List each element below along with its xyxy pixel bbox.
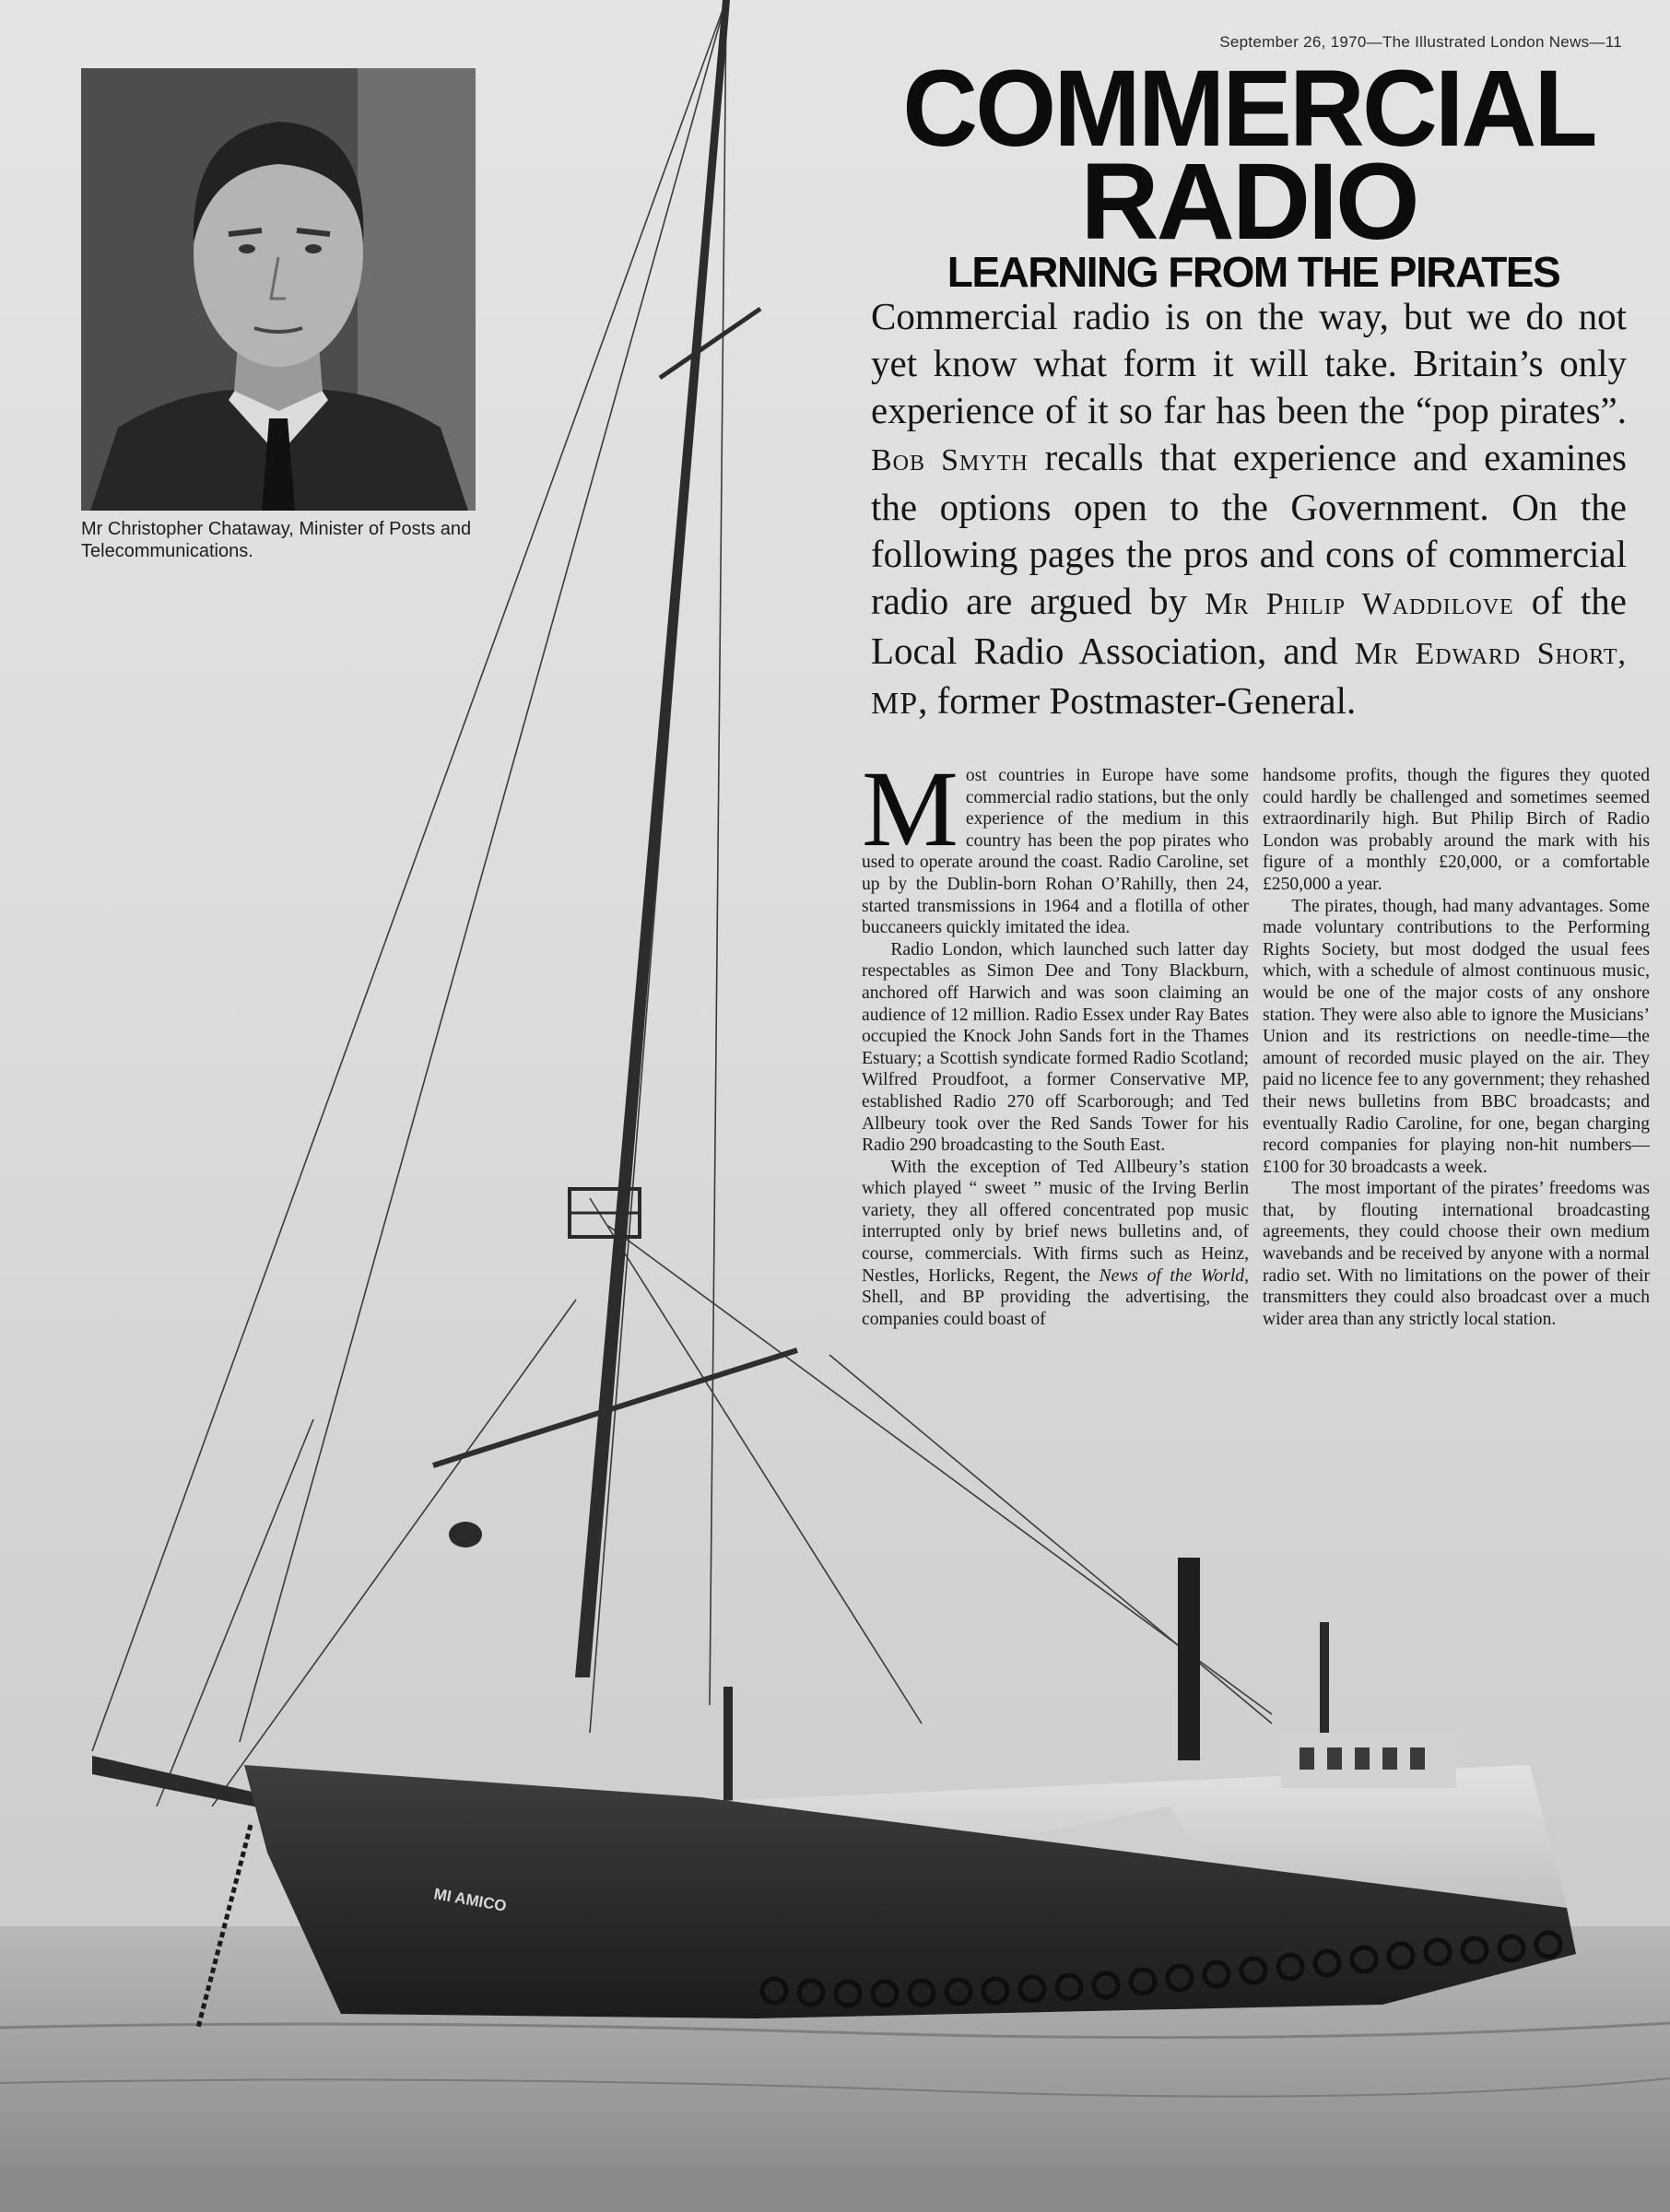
article-column-1 [862, 748, 1249, 1330]
bow-name-label: MI AMICO [432, 1885, 509, 1915]
article-paragraph: The most important of the pirates’ freedoms was that, by flouting international broadcasting agreements, they could choose their own medium wavebands and be received by anyone with a normal radio set. With no limitations on the power of their transmitters they could also broadcast over a much wider area than any strictly local station. [1263, 1179, 1650, 1329]
article-paragraph [862, 748, 1249, 939]
paragraph-1-text: ost countries in Europe have some commercial radio stations, but the only experience of the medium in this country has been the pop pirates who used to operate around the coast. Radio Caroline, set up by the Dublin-born Rohan O’Rahilly, then 24, started transmissions in 1964 and a flotilla of other buccaneers quickly imitated the idea. [862, 766, 1249, 938]
article-column-2 [1263, 765, 1650, 1330]
portrait-photo-icon [81, 68, 476, 511]
article-paragraph: Radio London, which launched such latter day respectables as Simon Dee and Tony Blackburn, anchored off Harwich and was soon claiming an audience of 12 million. Radio Essex under Ray Bates occupied the Knock John Sands fort in the Thames Estuary; a Scottish syndicate formed Radio Scotland; Wilfred Proudfoot, a former Conservative MP, established Radio 270 off Scarborough; and Ted Allbeury took over the Red Sands Tower for his Radio 290 broadcasting to the South East. [862, 939, 1249, 1156]
standfirst-name-2: Mr Edward Short, MP [871, 637, 1627, 721]
drop-cap: M [862, 748, 958, 869]
standfirst-part-3: of the Local Radio Association, and [871, 580, 1627, 672]
standfirst-part-1: Commercial radio is on the way, but we do not yet know what form it will take. Britain’s only experience of it so far has been the “pop pirates”. [871, 295, 1627, 431]
subhead: LEARNING FROM THE PIRATES [947, 248, 1560, 296]
article-paragraph: handsome profits, though the figures they quoted could hardly be challenged and sometimes seemed extraordinarily high. But Philip Birch of Radio London was probably around the mark with his figure of a monthly £20,000, or a comfortable £250,000 a year. [1263, 766, 1650, 894]
standfirst-part-4: , former Postmaster-General. [918, 679, 1357, 722]
running-head: September 26, 1970—The Illustrated London News—11 [1219, 33, 1622, 51]
paragraph-3-text-a: With the exception of Ted Allbeury’s station which played “ sweet ” music of the Irving Berlin variety, they all offered concentrated pop music interrupted only by brief news bulletins and, of course, commercials. With firms such as Heinz, Nestles, Horlicks, Regent, the [862, 1157, 1249, 1286]
bottom-edge-strip [0, 2166, 1670, 2212]
paragraph-3-text-b: , Shell, and BP providing the advertising, the companies could boast of [862, 1265, 1249, 1329]
article-paragraph [862, 1157, 1249, 1331]
standfirst-part-2: recalls that experience and examines the options open to the Government. On the following pages the pros and cons of commercial radio are argued by [871, 436, 1628, 622]
headline-line-1: COMMERCIAL [902, 48, 1595, 170]
portrait-caption: Mr Christopher Chataway, Minister of Posts and Telecommunications. [81, 519, 472, 561]
article-paragraph: The pirates, though, had many advantages. Some made voluntary contributions to the Performing Rights Society, but most dodged the usual fees which, with a schedule of almost continuous music, would be one of the major costs of any onshore station. They were also able to ignore the Musicians’ Union and its restrictions on needle-time—the amount of recorded music played on the air. They paid no licence fee to any government; they rehashed their news bulletins from BBC broadcasts; and eventually Radio Caroline, for one, began charging record companies for playing non-hit numbers—£100 for 30 broadcasts a week. [1263, 896, 1650, 1177]
headline-line-2: RADIO [1080, 141, 1417, 264]
standfirst [871, 293, 1627, 727]
standfirst-name-1: Mr Philip Waddilove [1205, 587, 1514, 621]
paragraph-3-italic: News of the World [1099, 1265, 1245, 1286]
hull-name-label: CAROLINE [765, 1900, 888, 1927]
standfirst-author: Bob Smyth [871, 443, 1029, 477]
headline [866, 48, 1631, 264]
